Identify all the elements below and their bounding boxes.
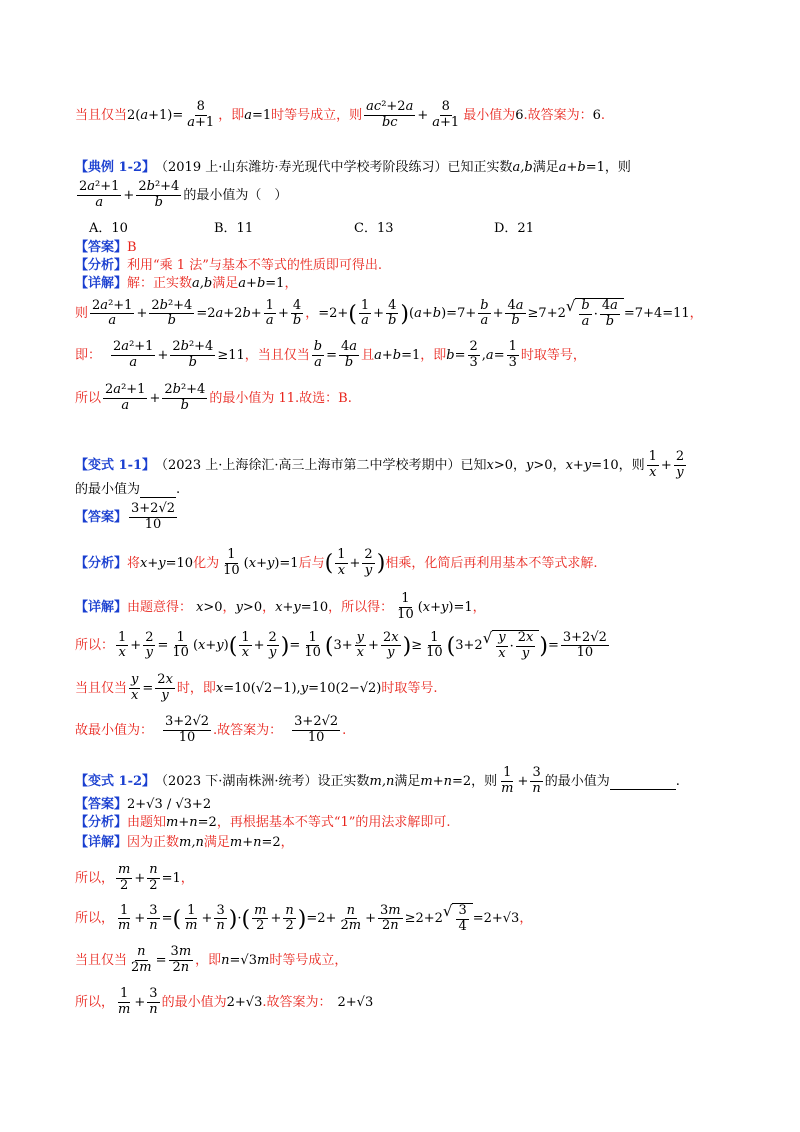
text: ， bbox=[280, 835, 294, 850]
formula: a=1 bbox=[244, 107, 272, 123]
text: 的最小值为 bbox=[544, 773, 610, 789]
formula: $\frac{b}{a}$ = $\frac{4a}{b}$ bbox=[313, 339, 358, 370]
source: （2023 上·上海徐汇·高三上海市第二中学校考期中）已知 bbox=[155, 457, 487, 473]
formula: b = $\frac{2}{3}$ , a = $\frac{1}{3}$ bbox=[446, 339, 517, 370]
variant-1-1-equality bbox=[75, 673, 730, 704]
source: （2023 下·湖南株洲·统考）设正实数 bbox=[155, 773, 370, 789]
formula: $\frac{\text{2a²+1}}{a}$ + $\frac{\text{2b²+4}}{b}$ ≥11 bbox=[113, 339, 245, 370]
text: 所以 bbox=[75, 390, 102, 406]
analysis-label: 【分析】 bbox=[75, 258, 128, 273]
option-c: C．13 bbox=[354, 221, 394, 236]
example-1-2-conclusion bbox=[75, 383, 730, 414]
text: 满足 bbox=[203, 835, 230, 850]
text: 时取等号， bbox=[520, 347, 586, 363]
option-a: A．10 bbox=[89, 221, 128, 236]
example-1-2-answer bbox=[75, 240, 730, 256]
variant-1-2-step2: 所以， $\frac{1}{m}$ + $\frac{3}{n}$ = ( $\frac{1}{m}$ + $\frac{3}{n}$ ) · ( $\frac{m}{2}$ + $\frac{n}{2}$ ) =2+ $\frac{n}{2m}$ + $\frac{3m}{2n}$ ≥2+2 √ $\frac{3}{4}$ =2+√3 ， bbox=[75, 902, 533, 934]
formula: $\frac{\text{2a²+1}}{a}$ + $\frac{\text{2b²+4}}{b}$ =2 a +2 b + $\frac{1}{a}$ + $\frac{4}{b}$ bbox=[92, 297, 302, 329]
formula: a+b=1 bbox=[238, 276, 285, 291]
text: 相乘，化简后再利用基本不等式求解. bbox=[385, 555, 598, 571]
text: ，再根据基本不等式“1”的用法求解即可. bbox=[216, 815, 451, 830]
text: 由题意得： bbox=[127, 599, 193, 615]
variant-1-1-detail bbox=[75, 592, 730, 623]
formula: 2+√3 / √3+2 bbox=[127, 797, 212, 812]
text: 当且仅当 bbox=[75, 680, 128, 696]
formula: $\frac{n}{2m}$ = $\frac{3m}{2n}$ bbox=[131, 944, 192, 975]
formula: a,b bbox=[512, 160, 533, 175]
formula: n=√3m bbox=[221, 952, 270, 968]
option-b: B．11 bbox=[214, 221, 254, 236]
formula: $\frac{3+2√2}{10}$ bbox=[294, 714, 339, 745]
text: 将 bbox=[127, 555, 141, 571]
variant-1-1-analysis bbox=[75, 548, 730, 579]
text: ，则 bbox=[618, 457, 645, 473]
formula: $\frac{3+2√2}{10}$ bbox=[165, 714, 210, 745]
formula: m+n=2 bbox=[229, 835, 281, 850]
text: 所以， bbox=[75, 994, 115, 1010]
detail-label: 【详解】 bbox=[75, 276, 128, 291]
text: 满足 bbox=[394, 773, 421, 789]
text: . bbox=[600, 107, 606, 123]
variant-1-1-header bbox=[75, 450, 730, 481]
formula: x>0 bbox=[486, 457, 514, 473]
variant-1-2-step1: 所以， $\frac{m}{2}$ + $\frac{n}{2}$ =1 ， bbox=[75, 862, 194, 893]
text: ， bbox=[513, 457, 527, 473]
text: 故最小值为： bbox=[75, 722, 154, 738]
variant-1-1-question bbox=[75, 481, 730, 498]
answer-blank bbox=[140, 481, 176, 498]
formula: x+y=10 bbox=[140, 555, 194, 571]
example-1-2-detail bbox=[75, 276, 730, 292]
detail-label: 【详解】 bbox=[75, 835, 128, 850]
formula: $\frac{8}{a+1}$ bbox=[432, 99, 460, 130]
text: 所以， bbox=[75, 870, 115, 886]
text: . bbox=[176, 481, 181, 497]
text: ， bbox=[222, 599, 236, 615]
text: ，所以得： bbox=[328, 599, 394, 615]
detail-label: 【详解】 bbox=[75, 599, 128, 615]
variant-1-1-conclusion bbox=[75, 715, 730, 746]
formula: $\frac{\text{ac²+2a}}{bc}$ bbox=[366, 99, 414, 130]
text: 的最小值为 11.故选：B. bbox=[209, 390, 352, 406]
text: ，则 bbox=[471, 773, 498, 789]
text: 因为正数 bbox=[127, 835, 180, 850]
formula: $\frac{\text{2b²+4}}{b}$ bbox=[138, 179, 180, 210]
text: 时等号成立，则 bbox=[271, 107, 363, 123]
text: 的最小值为 bbox=[161, 994, 227, 1010]
text: ，当且仅当 bbox=[244, 347, 310, 363]
top-conclusion-line: 当且仅当 2(a+1)= $\frac{8}{a+1}$ ，即 a=1 时等号成立，则 $\frac{\text{ac²+2a}}{bc}$ + $\frac{8}{a+1}$ 最小值为 6 .故答案为： 6 . bbox=[75, 99, 606, 130]
formula: y>0 bbox=[235, 599, 263, 615]
formula: m,n bbox=[369, 773, 395, 789]
formula: $\frac{1}{10}$ ( x + y )=1 bbox=[223, 547, 299, 578]
formula: a+b=1 bbox=[558, 160, 605, 175]
text: 时等号成立， bbox=[269, 952, 348, 968]
option-d: D．21 bbox=[494, 221, 534, 236]
answer-label: 【答案】 bbox=[75, 509, 128, 525]
formula: $\frac{1}{m}$ + $\frac{3}{n}$ bbox=[118, 986, 158, 1017]
example-1-2-options bbox=[75, 221, 730, 237]
formula: x+y=10 bbox=[565, 457, 619, 473]
text: ，则 bbox=[604, 160, 631, 175]
text: 最小值为 bbox=[463, 107, 516, 123]
text: 即： bbox=[75, 347, 102, 363]
answer-label: 【答案】 bbox=[75, 240, 128, 255]
analysis-label: 【分析】 bbox=[75, 555, 128, 571]
formula: $\frac{m}{2}$ + $\frac{n}{2}$ =1 bbox=[118, 862, 181, 893]
variant-1-2-analysis bbox=[75, 815, 730, 831]
formula: x+y=10 bbox=[275, 599, 329, 615]
example-1-2-equality bbox=[75, 340, 730, 371]
formula: y>0 bbox=[526, 457, 553, 473]
formula: $\frac{1}{m}$ + $\frac{3}{n}$ = ( $\frac{1}{m}$ + $\frac{3}{n}$ ) · ( $\frac{m}{2}$ + $\frac{n}{2}$ ) =2+ $\frac{n}{2m}$ + $\frac{3m}{2n}$ ≥2+2 √ $\frac{3}{4}$ =2+√3 bbox=[118, 902, 520, 934]
formula: $\frac{1}{m}$ + $\frac{3}{n}$ bbox=[501, 765, 541, 796]
formula: m+n=2 bbox=[166, 815, 217, 830]
text: .故答案为： bbox=[262, 994, 332, 1010]
answer: B bbox=[127, 240, 137, 255]
text: 当且仅当 bbox=[75, 107, 128, 123]
text: 当且仅当 bbox=[75, 952, 128, 968]
text: 且 bbox=[361, 347, 375, 363]
formula: 2+√3 bbox=[226, 994, 263, 1010]
formula: 2+√3 bbox=[337, 994, 374, 1010]
text: .故答案为： bbox=[213, 722, 283, 738]
formula: a,b bbox=[192, 276, 213, 291]
variant-1-2-header bbox=[75, 766, 730, 797]
example-1-2-header bbox=[75, 160, 730, 176]
text: ， bbox=[262, 599, 276, 615]
formula: $\frac{1}{x}$ + $\frac{2}{y}$ bbox=[648, 449, 685, 480]
text: ，即 bbox=[420, 347, 447, 363]
answer-label: 【答案】 bbox=[75, 797, 128, 812]
source: （2019 上·山东潍坊·寿光现代中学校考阶段练习）已知正实数 bbox=[155, 160, 513, 175]
variant-1-2-conclusion bbox=[75, 987, 730, 1018]
text: 满足 bbox=[212, 276, 239, 291]
formula: $\frac{\text{2a²+1}}{a}$ + $\frac{\text{2b²+4}}{b}$ bbox=[105, 382, 206, 413]
formula: =2+ ( $\frac{1}{a}$ + $\frac{4}{b}$ ) ( a + b )=7+ $\frac{b}{a}$ + $\frac{4a}{b}$ ≥7+2 √ $\frac{b}{a}$ · $\frac{4a}{b}$ =7+4=11 bbox=[318, 297, 690, 329]
formula: $\frac{1}{x}$ + $\frac{2}{y}$ = $\frac{1}{10}$ ( x + y ) ( $\frac{1}{x}$ + $\frac{2}{y}$ ) = $\frac{1}{10}$ ( 3+ $\frac{y}{x}$ + $\frac{2x}{y}$ ) ≥ $\frac{1}{10}$ ( 3+2 √ $\frac{y}{x}$ · $\frac{2x}{y}$ ) = $\frac{3+2√2}{10}$ bbox=[118, 629, 607, 661]
text: ， bbox=[552, 457, 566, 473]
formula: a+b=1 bbox=[374, 347, 421, 363]
formula: 2(a+1)= bbox=[127, 107, 184, 123]
variant-tag: 【变式 1-2】 bbox=[75, 773, 156, 789]
formula: $\frac{8}{a+1}$ bbox=[187, 99, 215, 130]
text: 解：正实数 bbox=[127, 276, 193, 291]
formula: x>0 bbox=[196, 599, 223, 615]
answer-blank bbox=[610, 773, 676, 790]
text: 后与 bbox=[298, 555, 325, 571]
example-1-2-derivation: 则 $\frac{\text{2a²+1}}{a}$ + $\frac{\text{2b²+4}}{b}$ =2 a +2 b + $\frac{1}{a}$ + $\frac{4}{b}$ ， =2+ ( $\frac{1}{a}$ + $\frac{4}{b}$ ) ( a + b )=7+ $\frac{b}{a}$ + $\frac{4a}{b}$ ≥7+2 √ $\frac{b}{a}$ · $\frac{4a}{b}$ =7+4=11 ， bbox=[75, 297, 703, 329]
text: 的最小值为 bbox=[75, 481, 141, 497]
example-1-2-expression: $\frac{\text{2a²+1}}{a}$ + $\frac{\text{2b²+4}}{b}$ 的最小值为（ ） bbox=[79, 179, 288, 210]
variant-1-1-answer bbox=[75, 502, 730, 533]
text: . bbox=[675, 773, 680, 789]
text: ， bbox=[472, 599, 486, 615]
formula: m+n=2 bbox=[420, 773, 472, 789]
example-1-2-analysis bbox=[75, 258, 730, 274]
text: ，即 bbox=[195, 952, 222, 968]
value: 6 bbox=[592, 107, 601, 123]
formula: $\frac{\text{2a²+1}}{a}$ bbox=[79, 179, 120, 210]
text: 时取等号. bbox=[381, 680, 438, 696]
formula: m,n bbox=[179, 835, 204, 850]
formula: $\frac{3+2√2}{10}$ bbox=[131, 501, 176, 532]
text: 时，即 bbox=[176, 680, 216, 696]
text: 则 bbox=[75, 306, 89, 322]
variant-1-2-detail bbox=[75, 835, 730, 851]
text: .故答案为： bbox=[523, 107, 593, 123]
text: 由题知 bbox=[127, 815, 167, 830]
variant-1-2-answer bbox=[75, 797, 730, 813]
text: 满足 bbox=[532, 160, 559, 175]
analysis-label: 【分析】 bbox=[75, 815, 128, 830]
text: 的最小值为（ ） bbox=[183, 187, 288, 203]
text: . bbox=[342, 722, 347, 738]
variant-1-2-equality bbox=[75, 945, 730, 976]
variant-tag: 【变式 1-1】 bbox=[75, 457, 156, 473]
formula: x=10(√2−1),y=10(2−√2) bbox=[215, 680, 382, 696]
text: 所以， bbox=[75, 911, 115, 927]
formula: $\frac{y}{x}$ = $\frac{2x}{y}$ bbox=[131, 672, 173, 703]
example-tag: 【典例 1-2】 bbox=[75, 160, 156, 175]
value: 6 bbox=[515, 107, 524, 123]
formula: ( $\frac{1}{x}$ + $\frac{2}{y}$ ) bbox=[324, 547, 386, 578]
analysis: 利用“乘 1 法”与基本不等式的性质即可得出. bbox=[127, 258, 382, 273]
text: ， bbox=[284, 276, 298, 291]
text: 化为 bbox=[193, 555, 220, 571]
text: ，即 bbox=[218, 107, 245, 123]
variant-1-1-derivation bbox=[75, 630, 730, 662]
text: 所以： bbox=[75, 638, 115, 654]
formula: $\frac{1}{10}$ ( x + y )=1 bbox=[397, 591, 473, 622]
